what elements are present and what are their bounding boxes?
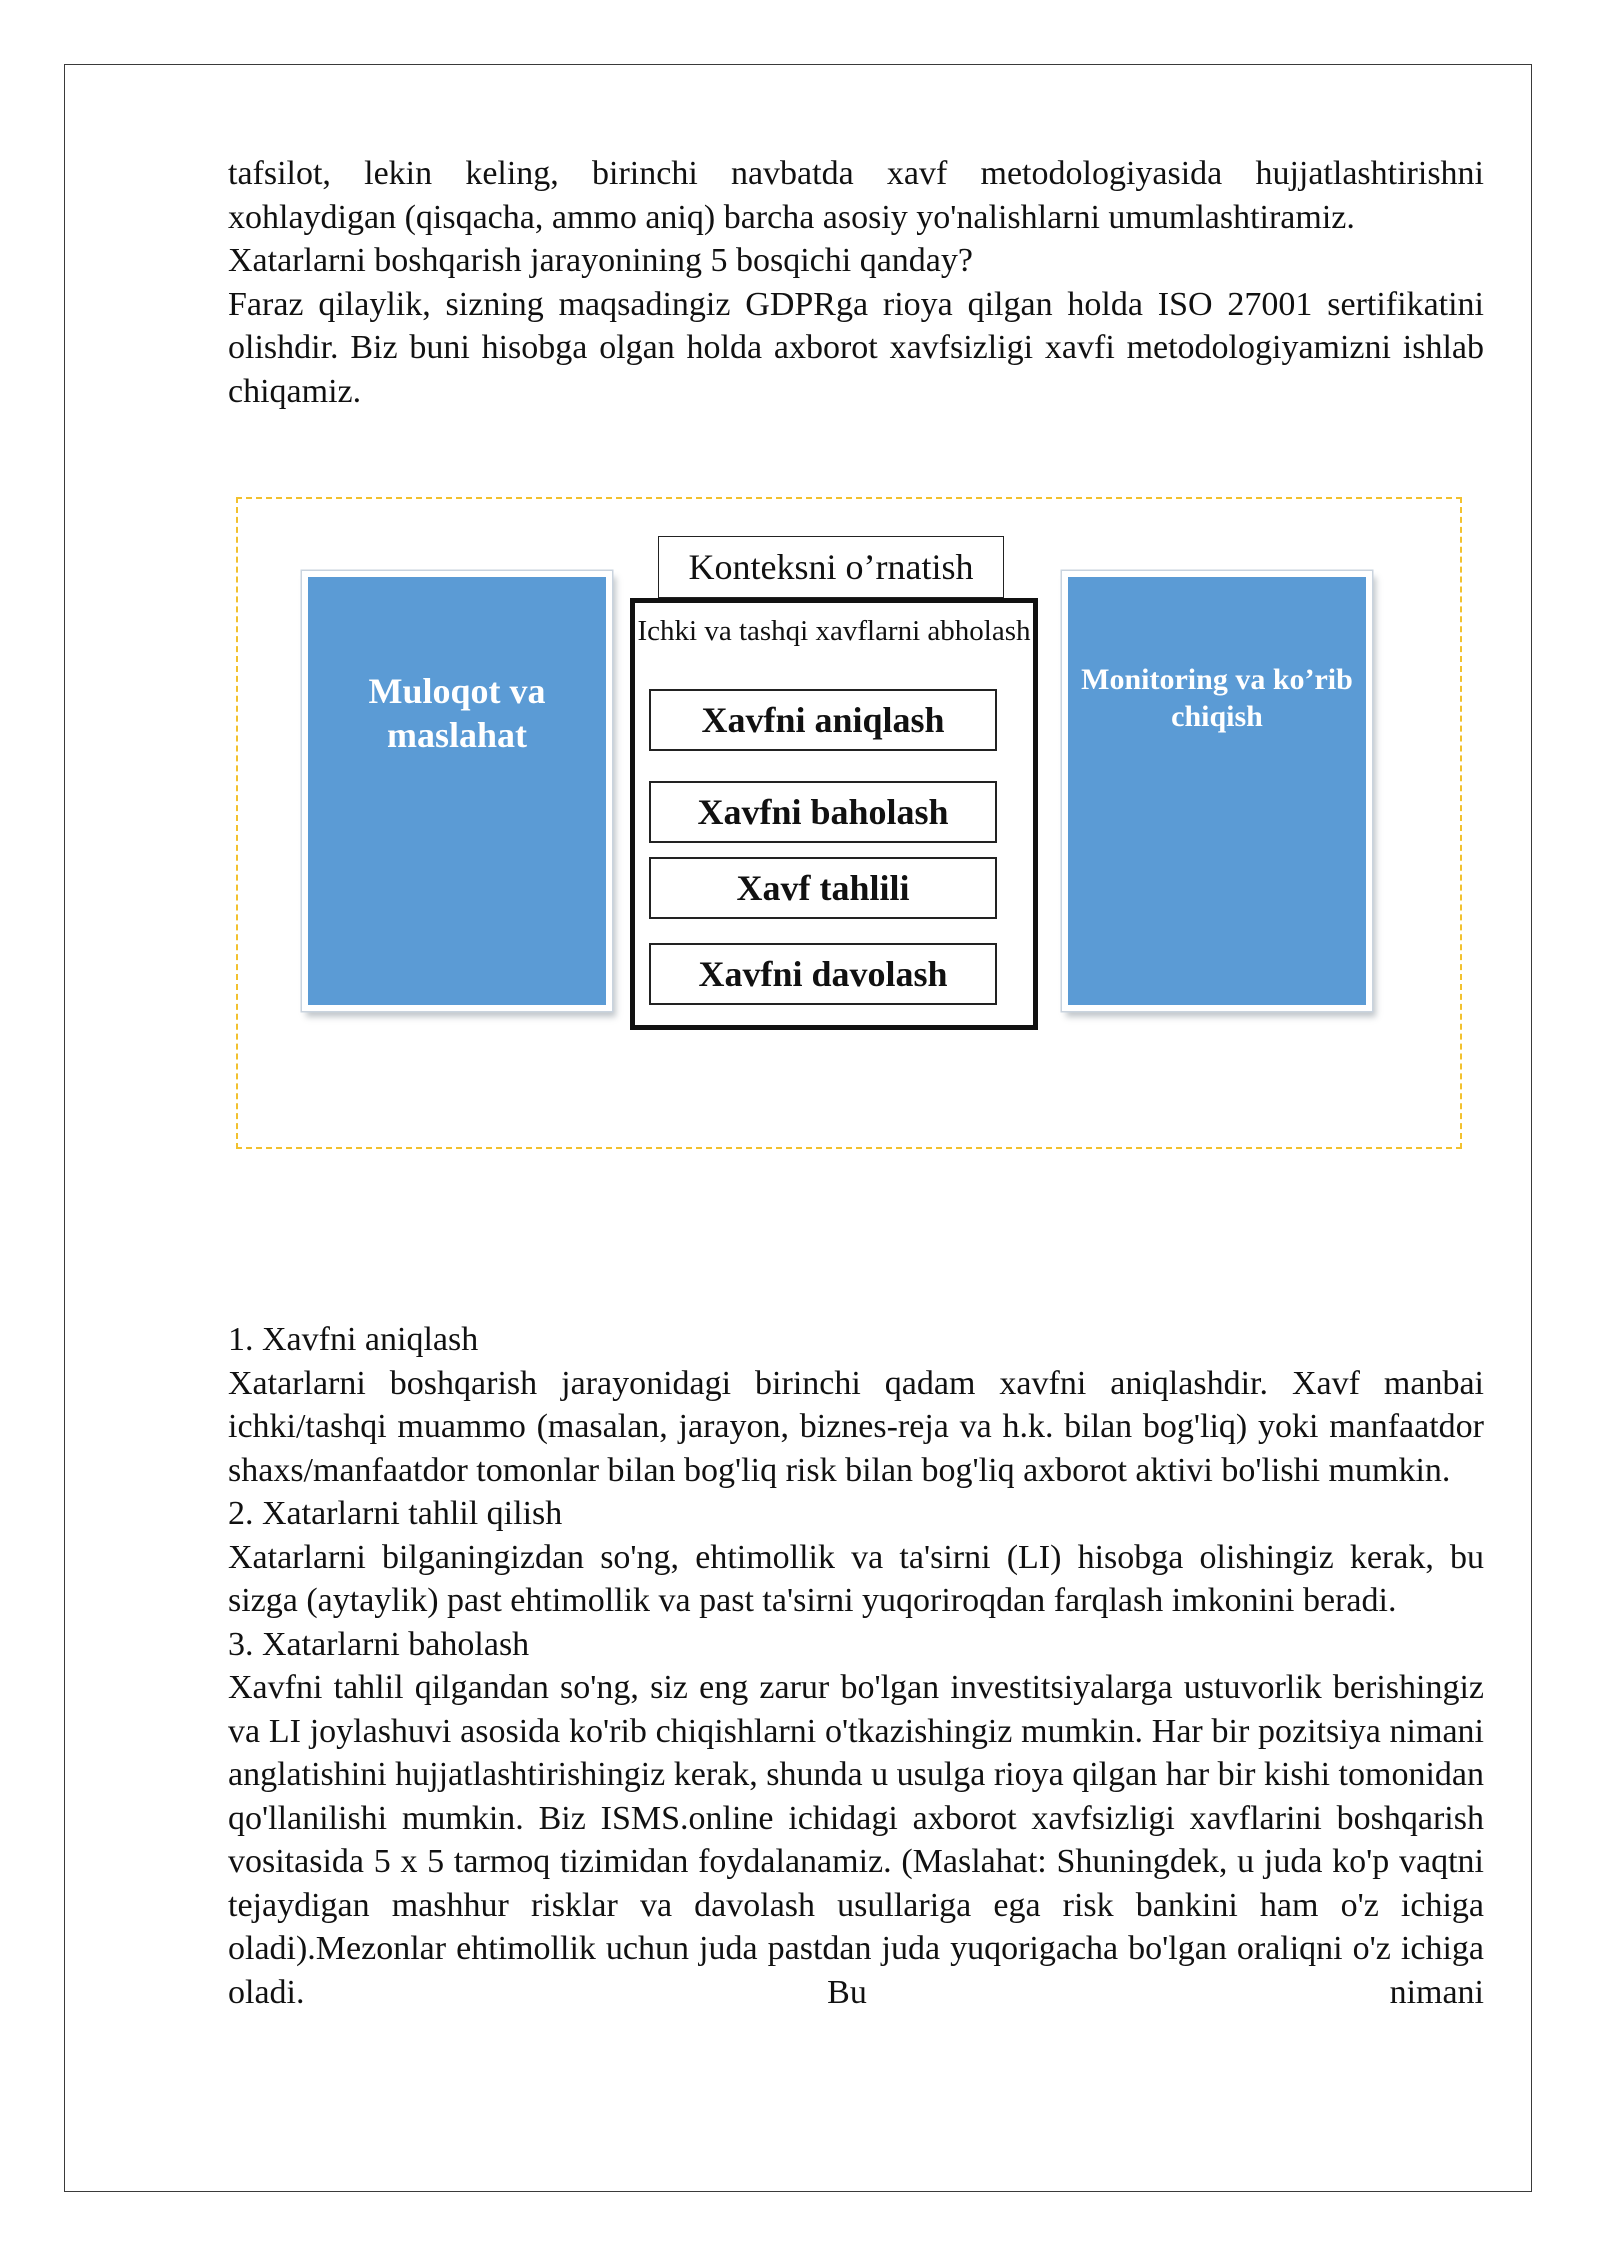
intro-question: Xatarlarni boshqarish jarayonining 5 bosqichi qanday? (228, 242, 973, 279)
context-tab: Konteksni o’rnatish (658, 536, 1004, 598)
communication-label: Muloqot va maslahat (368, 671, 546, 755)
risk-process-diagram (236, 497, 1462, 1149)
section-body: Xatarlarni bilganingizdan so'ng, ehtimollik va ta'sirni (LI) hisobga olishingiz kerak, bu sizga (aytaylik) past ehtimollik va past ta'sirni yuqoriroqdan farqlash imkonini beradi. (228, 1538, 1484, 1619)
intro-paragraph: tafsilot, lekin keling, birinchi navbatda xavf metodologiyasida hujjatlashtirishni xohlaydigan (qisqacha, ammo aniq) barcha asosiy yo'nalishlarni umumlashtiramiz. (228, 155, 1484, 236)
sections-text (228, 1318, 1484, 2014)
communication-box (302, 571, 612, 1011)
step-identify: Xavfni aniqlash (649, 689, 997, 751)
section-heading: 3. Xatarlarni baholash (228, 1625, 530, 1663)
section-heading: 2. Xatarlarni tahlil qilish (228, 1495, 563, 1532)
intro-text (228, 152, 1484, 413)
step-analysis: Xavf tahlili (649, 857, 997, 919)
center-heading: Ichki va tashqi xavflarni abholash (637, 615, 1031, 647)
step-treatment: Xavfni davolash (649, 943, 997, 1005)
section-body: Xavfni tahlil qilgandan so'ng, siz eng zarur bo'lgan investitsiyalarga ustuvorlik berishingiz va LI joylashuvi asosida ko'rib chiqishlarni o'tkazishingiz mumkin. Har bir pozitsiya nimani anglatishini hujjatlashtirishingiz kerak, shunda u usulga rioya qilgan har bir kishi tomonidan qo'llanilishi mumkin. Biz ISMS.online ichidagi axborot xavfsizligi xavflarini boshqarish vositasida 5 x 5 tarmoq tizimidan foydalanamiz. (Maslahat: Shuningdek, u juda ko'p vaqtni tejaydigan mashhur risklar va davolash usullariga ega risk bankini ham o'z ichiga oladi).Mezonlar ehtimollik uchun juda pastdan juda yuqorigacha bo'lgan oraliqni o'z ichiga oladi. Bu nimani (228, 1669, 1484, 2011)
step-evaluate: Xavfni baholash (649, 781, 997, 843)
intro-paragraph-2: Faraz qilaylik, sizning maqsadingiz GDPRga rioya qilgan holda ISO 27001 sertifikatini olishdir. Biz buni hisobga olgan holda axborot xavfsizligi xavfi metodologiyamizni ishlab chiqamiz. (228, 285, 1484, 410)
monitoring-label: Monitoring va ko’rib chiqish (1081, 663, 1353, 733)
monitoring-box (1062, 571, 1372, 1011)
section-heading: 1. Xavfni aniqlash (228, 1321, 479, 1358)
section-body: Xatarlarni boshqarish jarayonidagi birinchi qadam xavfni aniqlashdir. Xavf manbai ichki/tashqi muammo (masalan, jarayon, biznes-reja va h.k. bilan bog'liq) yoki manfaatdor shaxs/manfaatdor tomonlar bilan bog'liq risk bilan bog'liq axborot aktivi bo'lishi mumkin. (228, 1364, 1484, 1489)
risk-steps-box (630, 598, 1038, 1030)
